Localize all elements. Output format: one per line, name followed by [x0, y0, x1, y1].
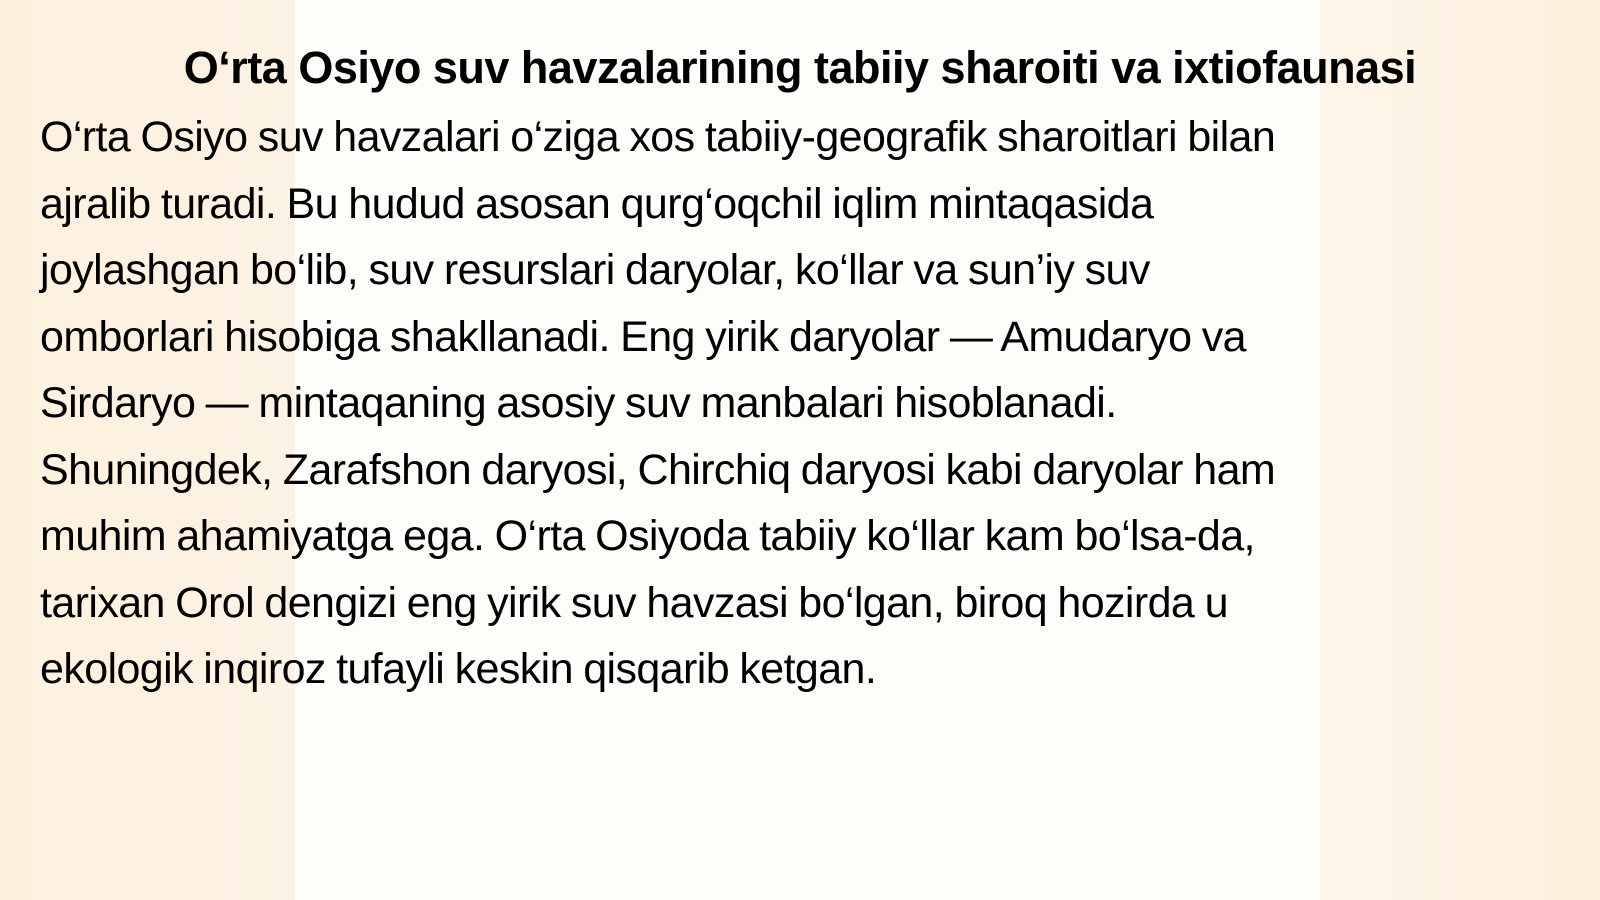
body-line: omborlari hisobiga shakllanadi. Eng yirik daryolar — Amudaryo va [40, 312, 1246, 361]
body-line: muhim ahamiyatga ega. O‘rta Osiyoda tabiiy ko‘llar kam bo‘lsa-da, [40, 512, 1255, 560]
body-line: O‘rta Osiyo suv havzalari o‘ziga xos tabiiy-geografik sharoitlari bilan [40, 113, 1276, 161]
slide-title: O‘rta Osiyo suv havzalarining tabiiy sharoiti va ixtiofaunasi [183, 42, 1417, 93]
slide-body-text [40, 104, 1550, 703]
body-line: ajralib turadi. Bu hudud asosan qurg‘oqchil iqlim mintaqasida [40, 179, 1154, 228]
body-line: Shuningdek, Zarafshon daryosi, Chirchiq daryosi kabi daryolar ham [40, 445, 1276, 494]
body-line: tarixan Orol dengizi eng yirik suv havzasi bo‘lgan, biroq hozirda u [40, 578, 1228, 627]
body-line: Sirdaryo — mintaqaning asosiy suv manbalari hisoblanadi. [40, 379, 1117, 427]
body-line: joylashgan bo‘lib, suv resurslari daryolar, ko‘llar va sun’iy suv [40, 246, 1150, 294]
body-line: ekologik inqiroz tufayli keskin qisqarib ketgan. [40, 645, 877, 693]
